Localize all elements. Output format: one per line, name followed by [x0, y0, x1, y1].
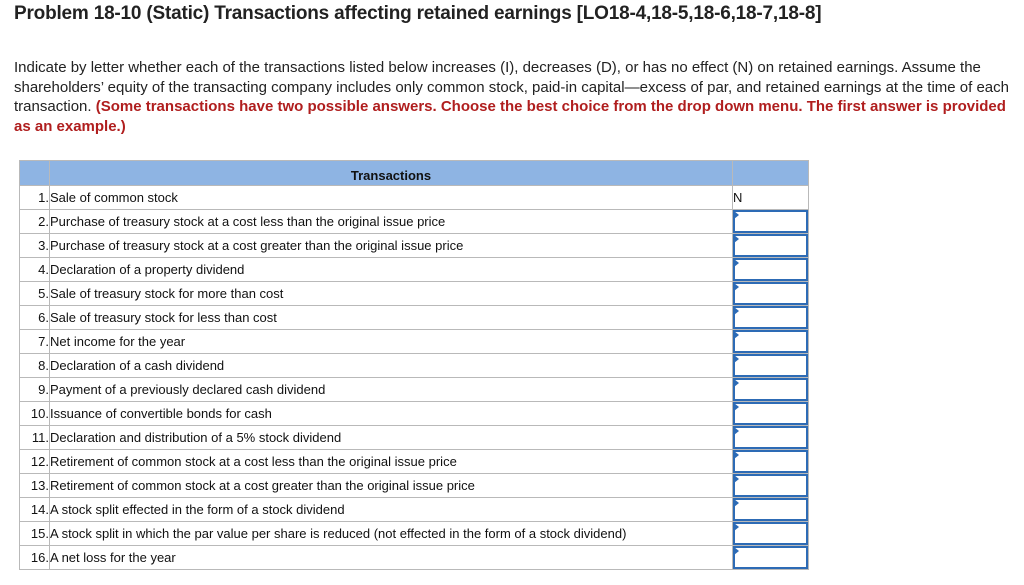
answer-dropdown[interactable]	[733, 210, 808, 233]
page-title: Problem 18-10 (Static) Transactions affecting retained earnings [LO18-4,18-5,18-6,18-7,18-8]	[14, 3, 822, 24]
transaction-description: Sale of treasury stock for less than cost	[50, 306, 733, 330]
transaction-description: Retirement of common stock at a cost less than the original issue price	[50, 450, 733, 474]
answer-cell	[733, 258, 809, 282]
transaction-description: A net loss for the year	[50, 546, 733, 570]
answer-dropdown[interactable]	[733, 450, 808, 473]
transactions-table	[19, 160, 809, 570]
table-row	[20, 378, 809, 402]
transaction-description: Declaration and distribution of a 5% stock dividend	[50, 426, 733, 450]
row-number: 16.	[20, 546, 50, 570]
row-number: 3.	[20, 234, 50, 258]
table-row	[20, 402, 809, 426]
row-number: 6.	[20, 306, 50, 330]
row-number: 5.	[20, 282, 50, 306]
transaction-description: Declaration of a cash dividend	[50, 354, 733, 378]
answer-cell	[733, 450, 809, 474]
transaction-description: Sale of common stock	[50, 186, 733, 210]
table-row	[20, 522, 809, 546]
instructions-text: Indicate by letter whether each of the transactions listed below increases (I), decreases (D), or has no effect (N) on retained earnings. Assume the shareholders’ equity of the transacting company includes only common stock, paid-in capital—excess of par, and retained earnings at the time of each transaction.	[14, 59, 1009, 115]
table-row	[20, 354, 809, 378]
instructions-emphasis: (Some transactions have two possible answers. Choose the best choice from the drop down menu. The first answer is provided as an example.)	[14, 98, 1006, 135]
row-number: 9.	[20, 378, 50, 402]
answer-cell	[733, 330, 809, 354]
answer-dropdown[interactable]	[733, 234, 808, 257]
answer-cell	[733, 474, 809, 498]
table-row	[20, 474, 809, 498]
row-number: 15.	[20, 522, 50, 546]
answer-cell	[733, 378, 809, 402]
answer-dropdown[interactable]	[733, 402, 808, 425]
instructions	[14, 58, 1014, 136]
table-header-row	[20, 161, 809, 186]
transaction-description: Net income for the year	[50, 330, 733, 354]
row-number: 14.	[20, 498, 50, 522]
transaction-description: Sale of treasury stock for more than cost	[50, 282, 733, 306]
table-row	[20, 210, 809, 234]
answer-dropdown[interactable]	[733, 522, 808, 545]
answer-cell	[733, 306, 809, 330]
answer-dropdown[interactable]	[733, 498, 808, 521]
transaction-description: A stock split in which the par value per share is reduced (not effected in the form of a stock dividend)	[50, 522, 733, 546]
answer-cell	[733, 234, 809, 258]
row-number: 7.	[20, 330, 50, 354]
table-row	[20, 450, 809, 474]
row-number: 12.	[20, 450, 50, 474]
answer-dropdown[interactable]	[733, 426, 808, 449]
table-row	[20, 186, 809, 210]
transaction-description: Declaration of a property dividend	[50, 258, 733, 282]
answer-dropdown[interactable]	[733, 282, 808, 305]
answer-cell	[733, 402, 809, 426]
answer-cell	[733, 426, 809, 450]
row-number: 11.	[20, 426, 50, 450]
answer-cell	[733, 498, 809, 522]
table-row	[20, 546, 809, 570]
transaction-description: Purchase of treasury stock at a cost less than the original issue price	[50, 210, 733, 234]
table-row	[20, 498, 809, 522]
row-number: 1.	[20, 186, 50, 210]
row-number: 8.	[20, 354, 50, 378]
table-row	[20, 234, 809, 258]
header-answer-cell	[733, 161, 809, 186]
row-number: 2.	[20, 210, 50, 234]
transaction-description: Purchase of treasury stock at a cost greater than the original issue price	[50, 234, 733, 258]
example-answer: N	[733, 186, 809, 210]
table-row	[20, 426, 809, 450]
answer-dropdown[interactable]	[733, 306, 808, 329]
transaction-description: Issuance of convertible bonds for cash	[50, 402, 733, 426]
answer-cell	[733, 354, 809, 378]
answer-cell	[733, 546, 809, 570]
answer-dropdown[interactable]	[733, 354, 808, 377]
table-row	[20, 306, 809, 330]
answer-dropdown[interactable]	[733, 378, 808, 401]
row-number: 13.	[20, 474, 50, 498]
table-row	[20, 258, 809, 282]
answer-dropdown[interactable]	[733, 474, 808, 497]
transaction-description: A stock split effected in the form of a stock dividend	[50, 498, 733, 522]
table-row	[20, 330, 809, 354]
transaction-description: Retirement of common stock at a cost greater than the original issue price	[50, 474, 733, 498]
answer-dropdown[interactable]	[733, 546, 808, 569]
answer-cell	[733, 522, 809, 546]
header-num-cell	[20, 161, 50, 186]
answer-dropdown[interactable]	[733, 258, 808, 281]
answer-cell	[733, 210, 809, 234]
answer-cell	[733, 282, 809, 306]
header-transactions: Transactions	[50, 161, 733, 186]
row-number: 4.	[20, 258, 50, 282]
row-number: 10.	[20, 402, 50, 426]
table-row	[20, 282, 809, 306]
transaction-description: Payment of a previously declared cash dividend	[50, 378, 733, 402]
answer-dropdown[interactable]	[733, 330, 808, 353]
